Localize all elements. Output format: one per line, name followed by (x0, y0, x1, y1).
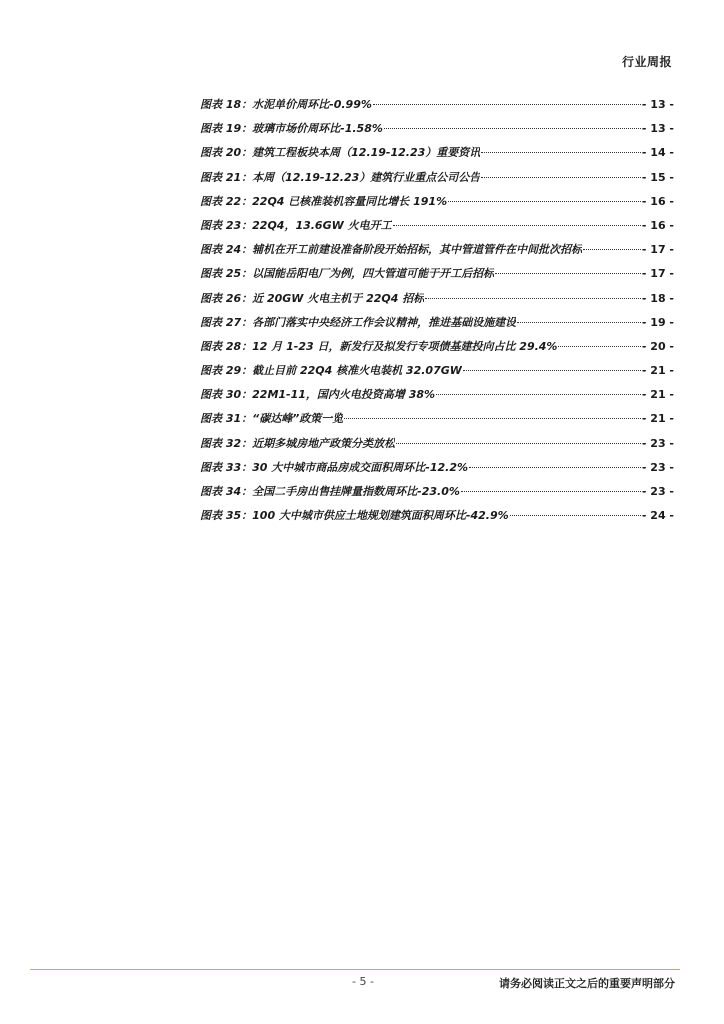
toc-dot-leader (481, 151, 641, 153)
toc-dot-leader (517, 321, 641, 323)
toc-entry-page: - 24 - (641, 509, 674, 523)
toc-entry-title: 图表 34：全国二手房出售挂牌量指数周环比-23.0% (200, 485, 460, 498)
toc-entry-title: 图表 21：本周（12.19-12.23）建筑行业重点公司公告 (200, 170, 481, 184)
toc-entry-page: - 20 - (641, 339, 674, 353)
toc-entry-page: - 16 - (641, 218, 674, 232)
toc-entry-title: 图表 32：近期多城房地产政策分类放松 (200, 436, 396, 450)
toc-entry-page: - 23 - (641, 485, 674, 498)
toc-entry[interactable] (200, 359, 674, 383)
report-type-label: 行业周报 (621, 55, 672, 69)
toc-entry-page: - 13 - (641, 98, 674, 111)
toc-entry[interactable] (200, 407, 674, 431)
toc-entry[interactable] (200, 214, 674, 238)
toc-dot-leader (469, 466, 641, 468)
toc-entry-title: 图表 27：各部门落实中央经济工作会议精神，推进基础设施建设 (200, 315, 517, 329)
toc-entry-page: - 14 - (641, 146, 674, 160)
toc-entry-title: 图表 23：22Q4，13.6GW 火电开工 (200, 218, 392, 232)
toc-entry[interactable] (200, 311, 674, 335)
toc-dot-leader (583, 248, 641, 250)
toc-dot-leader (396, 442, 641, 444)
toc-entry-page: - 13 - (641, 122, 674, 136)
toc-dot-leader (436, 393, 641, 395)
toc-entry[interactable] (200, 262, 674, 286)
toc-entry[interactable] (200, 141, 674, 165)
toc-entry-title: 图表 33：30 大中城市商品房成交面积周环比-12.2% (200, 460, 469, 474)
toc-entry-title: 图表 18：水泥单价周环比-0.99% (200, 98, 372, 111)
toc-entry[interactable] (200, 166, 674, 190)
footer-divider (30, 969, 680, 970)
toc-dot-leader (510, 514, 641, 516)
toc-dot-leader (461, 490, 641, 492)
toc-entry[interactable] (200, 117, 674, 141)
toc-entry-page: - 23 - (641, 460, 674, 474)
toc-dot-leader (373, 103, 641, 105)
toc-entry-page: - 21 - (641, 412, 674, 426)
toc-entry[interactable] (200, 93, 674, 117)
toc-entry-page: - 23 - (641, 436, 674, 450)
toc-entry[interactable] (200, 504, 674, 528)
toc-entry[interactable] (200, 432, 674, 456)
toc-dot-leader (393, 224, 641, 226)
toc-entry[interactable] (200, 480, 674, 504)
toc-entry-title: 图表 19：玻璃市场价周环比-1.58% (200, 122, 383, 136)
toc-entry-page: - 19 - (641, 315, 674, 329)
toc-entry-title: 图表 25：以国能岳阳电厂为例，四大管道可能于开工后招标 (200, 267, 495, 281)
toc-entry-page: - 15 - (641, 170, 674, 184)
toc-dot-leader (481, 176, 641, 178)
toc-entry-title: 图表 31：“碳达峰”政策一览 (200, 412, 344, 426)
toc-entry-title: 图表 26：近 20GW 火电主机于 22Q4 招标 (200, 291, 425, 305)
figure-index-list (200, 93, 674, 528)
toc-entry-page: - 21 - (641, 388, 674, 402)
toc-entry[interactable] (200, 287, 674, 311)
toc-dot-leader (558, 345, 640, 347)
toc-entry-title: 图表 30：22M1-11，国内火电投资高增 38% (200, 388, 436, 402)
toc-dot-leader (463, 369, 641, 371)
toc-entry[interactable] (200, 383, 674, 407)
toc-entry-page: - 21 - (641, 364, 674, 378)
toc-entry[interactable] (200, 335, 674, 359)
toc-entry-title: 图表 20：建筑工程板块本周（12.19-12.23）重要资讯 (200, 146, 481, 160)
toc-dot-leader (384, 127, 641, 129)
toc-entry-title: 图表 28：12 月 1-23 日，新发行及拟发行专项债基建投向占比 29.4% (200, 339, 558, 353)
toc-dot-leader (448, 200, 641, 202)
toc-entry[interactable] (200, 456, 674, 480)
toc-entry[interactable] (200, 190, 674, 214)
footer-disclaimer: 请务必阅读正文之后的重要声明部分 (499, 977, 675, 990)
page-number: - 5 - (352, 975, 374, 988)
toc-entry-title: 图表 29：截止目前 22Q4 核准火电装机 32.07GW (200, 364, 462, 378)
toc-entry-page: - 18 - (641, 291, 674, 305)
toc-dot-leader (344, 417, 641, 419)
toc-entry-page: - 16 - (641, 194, 674, 208)
toc-entry-page: - 17 - (641, 267, 674, 281)
toc-entry-title: 图表 24：辅机在开工前建设准备阶段开始招标，其中管道管件在中间批次招标 (200, 243, 583, 257)
toc-entry[interactable] (200, 238, 674, 262)
toc-entry-title: 图表 35：100 大中城市供应土地规划建筑面积周环比-42.9% (200, 509, 509, 523)
toc-entry-title: 图表 22：22Q4 已核准装机容量同比增长 191% (200, 194, 448, 208)
toc-dot-leader (495, 272, 641, 274)
toc-entry-page: - 17 - (641, 243, 674, 257)
toc-dot-leader (425, 297, 641, 299)
